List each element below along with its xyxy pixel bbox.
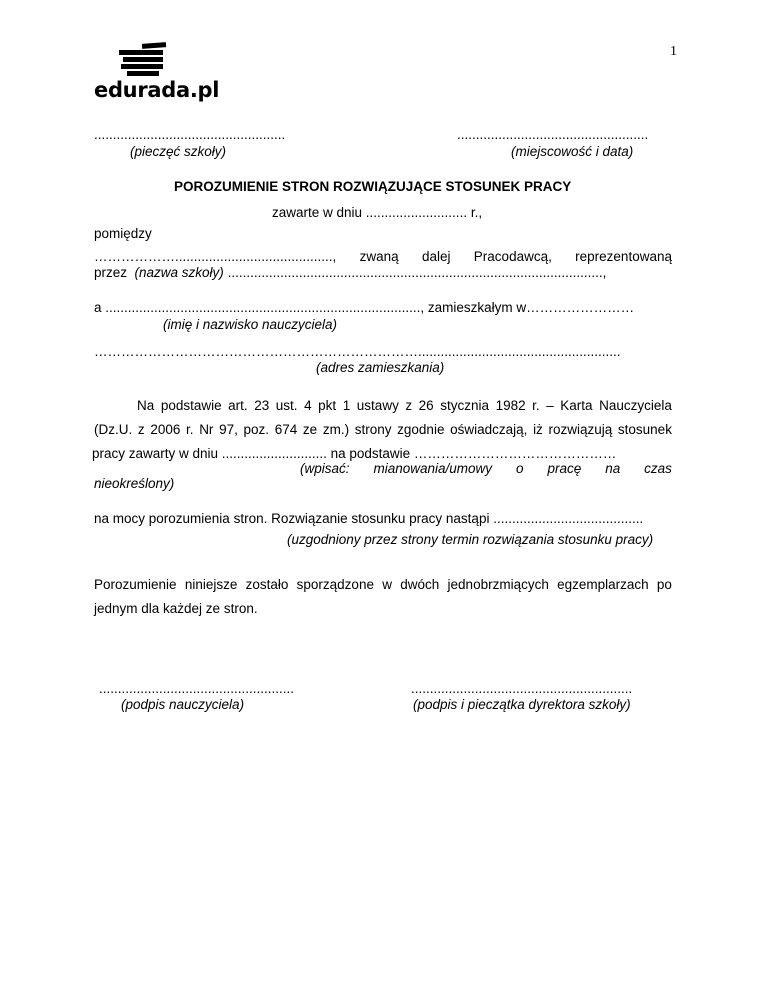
word: ustawy xyxy=(356,398,399,413)
word: ze xyxy=(302,422,318,437)
word: Na xyxy=(137,398,155,413)
word: strony xyxy=(354,422,392,437)
word: o xyxy=(515,461,524,476)
word: 97, xyxy=(219,422,238,437)
word: stosunek xyxy=(617,422,672,437)
word: 26 xyxy=(418,398,434,413)
word: r. xyxy=(186,422,194,437)
teacher-name-caption: (imię i nazwisko nauczyciela) xyxy=(163,317,338,332)
teacher-signature-caption: (podpis nauczyciela) xyxy=(121,697,245,712)
teacher-signature-field: .................................................... xyxy=(99,681,295,696)
basis-hint xyxy=(300,461,672,476)
school-stamp-field: ................................................... xyxy=(94,127,286,142)
paragraph-line-6: jednym dla każdej ze stron. xyxy=(94,601,258,616)
paragraph-line-1 xyxy=(137,398,672,413)
word: mianowania/umowy xyxy=(373,461,493,476)
place-date-field: ................................................... xyxy=(457,127,649,142)
word: czas xyxy=(644,461,672,476)
address-caption: (adres zamieszkania) xyxy=(316,360,445,375)
word: dwóch xyxy=(400,577,440,592)
stacked-books-icon xyxy=(119,41,167,77)
school-stamp-caption: (pieczęć szkoły) xyxy=(130,144,227,159)
word: 1982 xyxy=(495,398,526,413)
paragraph-line-4: na mocy porozumienia stron. Rozwiązanie stosunku pracy nastąpi ........................................ xyxy=(94,511,644,526)
word: Karta xyxy=(560,398,593,413)
employer-word: zwaną xyxy=(359,249,399,264)
word: rozwiązują xyxy=(548,422,613,437)
paragraph-line-5 xyxy=(94,577,672,592)
word: po xyxy=(656,577,672,592)
word: (wpisać: xyxy=(300,461,350,476)
address-field: ………………………………………………………………...................................................... xyxy=(94,344,621,359)
director-signature-field: ........................................................... xyxy=(411,681,633,696)
word: niniejsze xyxy=(184,577,238,592)
employer-word: dalej xyxy=(421,249,451,264)
word: 4 xyxy=(304,398,312,413)
employer-line xyxy=(94,249,672,264)
word: z xyxy=(405,398,413,413)
paragraph-line-2 xyxy=(94,422,672,437)
paragraph-line-3: pracy zawarty w dniu ............................ na podstawie ……………………………………… xyxy=(92,446,617,461)
word: 2006 xyxy=(150,422,181,437)
employer-line-2 xyxy=(94,265,606,280)
director-signature-caption: (podpis i pieczątka dyrektora szkoły) xyxy=(413,697,631,712)
employer-dots: ……………….........................................., xyxy=(94,249,337,264)
termination-date-caption: (uzgodniony przez strony termin rozwiązania stosunku pracy) xyxy=(287,532,654,547)
word: poz. xyxy=(243,422,270,437)
teacher-line: a ...................................................................................., zamieszkałym w…………………… xyxy=(94,300,635,315)
word: w xyxy=(382,577,392,592)
word: z xyxy=(137,422,145,437)
word: (Dz.U. xyxy=(94,422,133,437)
place-date-caption: (miejscowość i data) xyxy=(511,144,634,159)
employer-prefix: przez xyxy=(94,265,128,280)
word: 23 xyxy=(254,398,270,413)
employer-word: Pracodawcą, xyxy=(473,249,552,264)
word: zm.) xyxy=(322,422,350,437)
document-title: POROZUMIENIE STRON ROZWIĄZUJĄCE STOSUNEK PRACY xyxy=(174,179,572,194)
word: pracę xyxy=(547,461,582,476)
document-subtitle: zawarte w dniu ........................... r., xyxy=(272,205,483,220)
page-number: 1 xyxy=(670,44,677,59)
word: pkt xyxy=(318,398,337,413)
word: Nauczyciela xyxy=(599,398,672,413)
word: sporządzone xyxy=(296,577,374,592)
school-name-field: ...................................................................................................., xyxy=(227,265,607,280)
word: 674 xyxy=(274,422,298,437)
word: jednobrzmiących xyxy=(447,577,549,592)
word: r. xyxy=(532,398,540,413)
word: Porozumienie xyxy=(94,577,177,592)
word: – xyxy=(546,398,554,413)
word: oświadczają, xyxy=(450,422,528,437)
word: ust. xyxy=(275,398,298,413)
word: Nr xyxy=(199,422,214,437)
basis-hint-end: nieokreślony) xyxy=(94,476,175,491)
word: na xyxy=(605,461,621,476)
word: art. xyxy=(228,398,248,413)
logo xyxy=(119,41,167,80)
word: zostało xyxy=(245,577,289,592)
school-name-hint: (nazwa szkoły) xyxy=(134,265,224,280)
word: iż xyxy=(533,422,543,437)
logo-text: edurada.pl xyxy=(94,78,220,102)
word: 1 xyxy=(342,398,351,413)
between-label: pomiędzy xyxy=(94,226,152,241)
employer-word: reprezentowaną xyxy=(575,249,672,264)
word: podstawie xyxy=(160,398,222,413)
word: stycznia xyxy=(440,398,490,413)
word: egzemplarzach xyxy=(557,577,649,592)
word: zgodnie xyxy=(397,422,445,437)
